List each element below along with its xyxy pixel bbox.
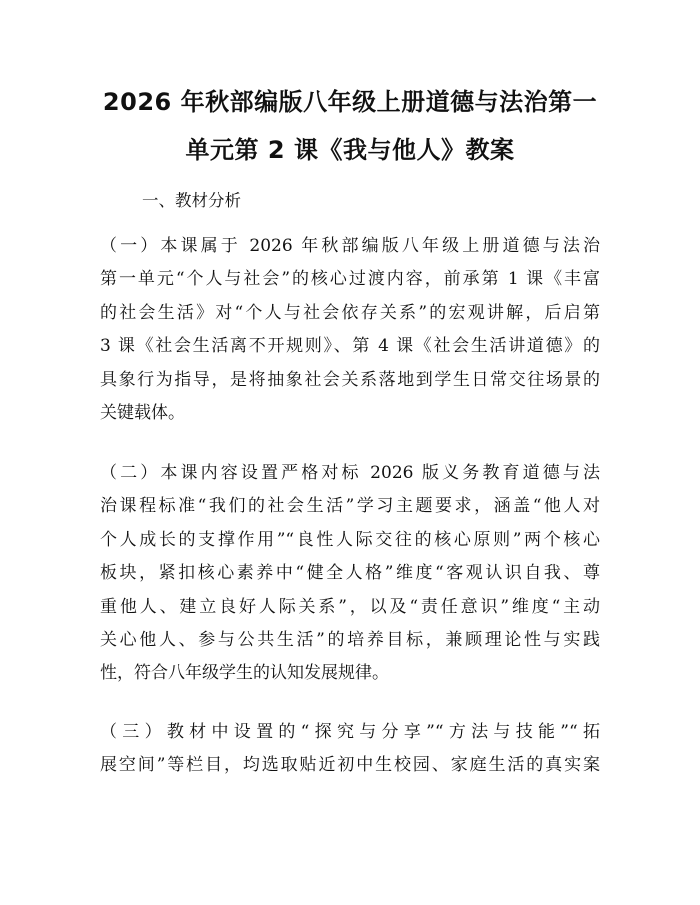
document-title-line-1: 2026 年秋部编版八年级上册道德与法治第一 [102,88,598,116]
paragraph-line: 展空间”等栏目，均选取贴近初中生校园、家庭生活的真实案 [100,755,600,776]
paragraph-3 [100,716,600,783]
paragraph-line: （三）教材中设置的“探究与分享”“方法与技能”“拓 [100,722,600,742]
document-title-line-2: 单元第 2 课《我与他人》教案 [185,136,515,164]
paragraph-line: 重他人、建立良好人际关系”，以及“责任意识”维度“主动 [100,596,600,617]
paragraph-line: 具象行为指导，是将抽象社会关系落地到学生日常交往场景的 [100,369,600,390]
paragraph-line: 3 课《社会生活离不开规则》、第 4 课《社会生活讲道德》的 [100,336,600,357]
section-heading: 一、教材分析 [142,191,241,210]
paragraph-line: 第一单元“个人与社会”的核心过渡内容，前承第 1 课《丰富 [100,269,600,290]
paragraph-line: 治课程标准“我们的社会生活”学习主题要求，涵盖“他人对 [100,496,600,517]
paragraph-line: 个人成长的支撑作用”“良性人际交往的核心原则”两个核心 [100,529,600,550]
paragraph-line: （一）本课属于 2026 年秋部编版八年级上册道德与法治 [100,236,600,256]
paragraph-1 [100,230,600,430]
paragraph-line: 性，符合八年级学生的认知发展规律。 [100,663,389,684]
paragraph-line: （二）本课内容设置严格对标 2026 版义务教育道德与法 [100,463,600,483]
paragraph-line: 的社会生活》对“个人与社会依存关系”的宏观讲解，后启第 [100,302,600,323]
paragraph-line: 板块，紧扣核心素养中“健全人格”维度“客观认识自我、尊 [100,563,600,584]
paragraph-line: 关键载体。 [100,402,185,423]
paragraph-2 [100,457,600,691]
paragraph-line: 关心他人、参与公共生活”的培养目标，兼顾理论性与实践 [100,629,600,650]
